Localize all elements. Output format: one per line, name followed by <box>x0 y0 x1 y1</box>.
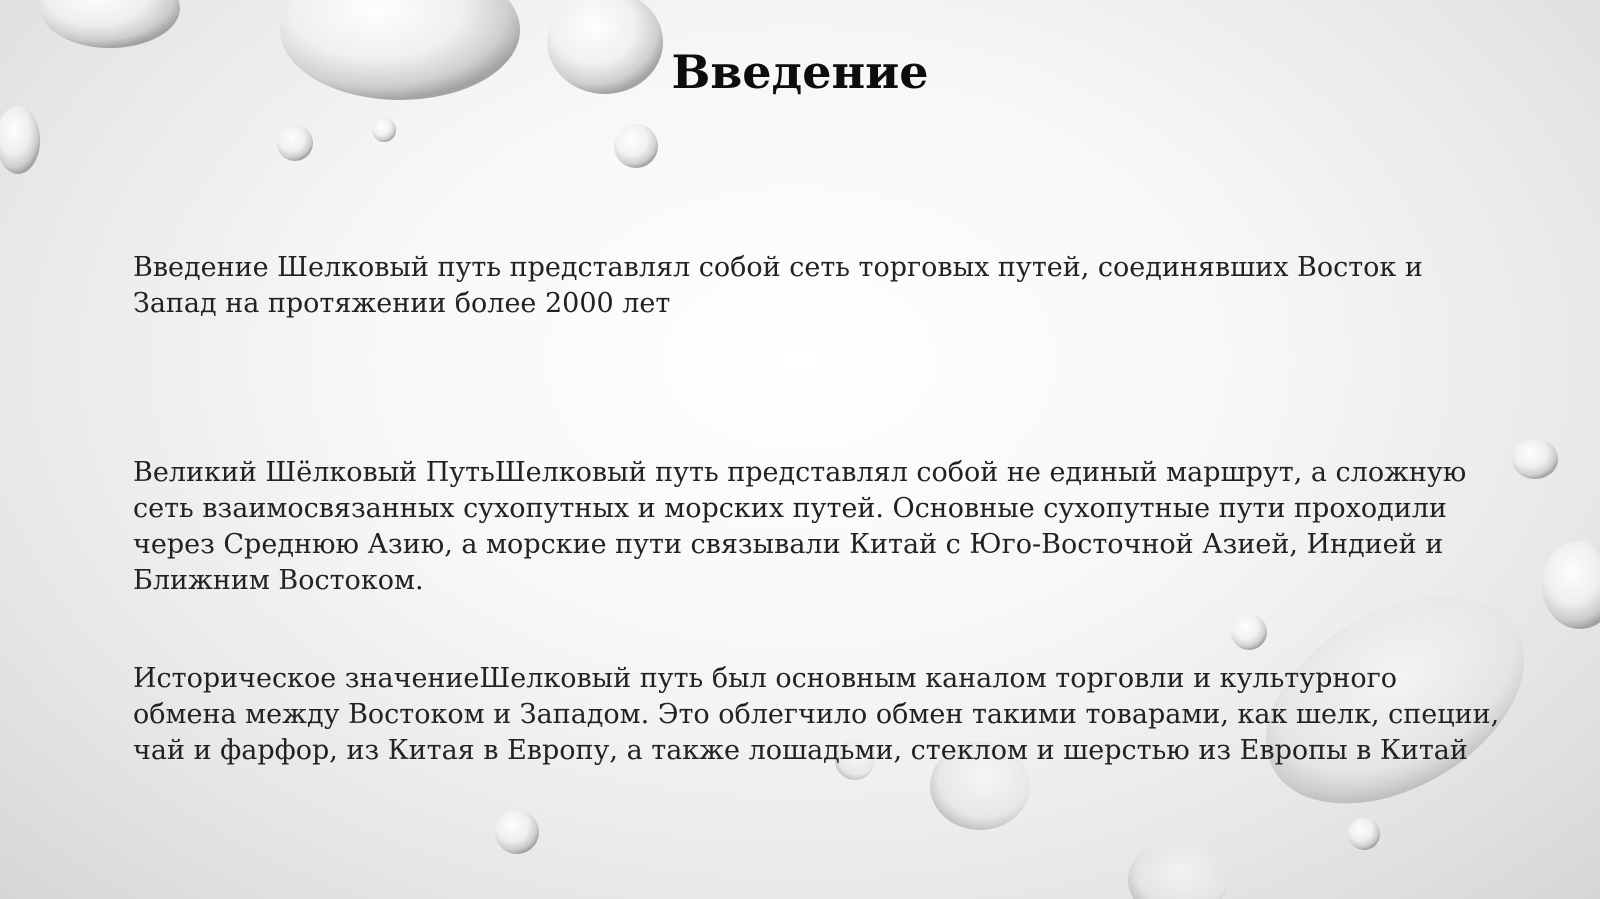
drop-7 <box>614 124 658 168</box>
drop-9 <box>1542 541 1600 629</box>
drop-4 <box>0 106 40 174</box>
drop-16 <box>1128 840 1228 899</box>
paragraph-great-silk-road: Великий Шёлковый ПутьШелковый путь представлял собой не единый маршрут, а сложную сеть взаимосвязанных сухопутных и морских путей. Основные сухопутные пути проходили через Среднюю Азию, а морские пути связывали Китай с Юго-Восточной Азией, Индией и Ближним Востоком. <box>133 457 1467 596</box>
drop-5 <box>277 125 313 161</box>
paragraph-introduction: Введение Шелковый путь представлял собой сеть торговых путей, соединявших Восток и Запад на протяжении более 2000 лет <box>133 252 1423 319</box>
slide-title: Введение <box>671 45 929 99</box>
drop-10 <box>1231 614 1267 650</box>
drop-8 <box>1512 439 1558 479</box>
drop-14 <box>495 810 539 854</box>
drop-6 <box>372 118 396 142</box>
paragraph-historical-significance: Историческое значениеШелковый путь был основным каналом торговли и культурного обмена между Востоком и Западом. Это облегчило обмен такими товарами, как шелк, специи, чай и фарфор, из Китая в Европу, а также лошадьми, стеклом и шерстью из Европы в Китай <box>133 663 1500 766</box>
drop-15 <box>1348 818 1380 850</box>
